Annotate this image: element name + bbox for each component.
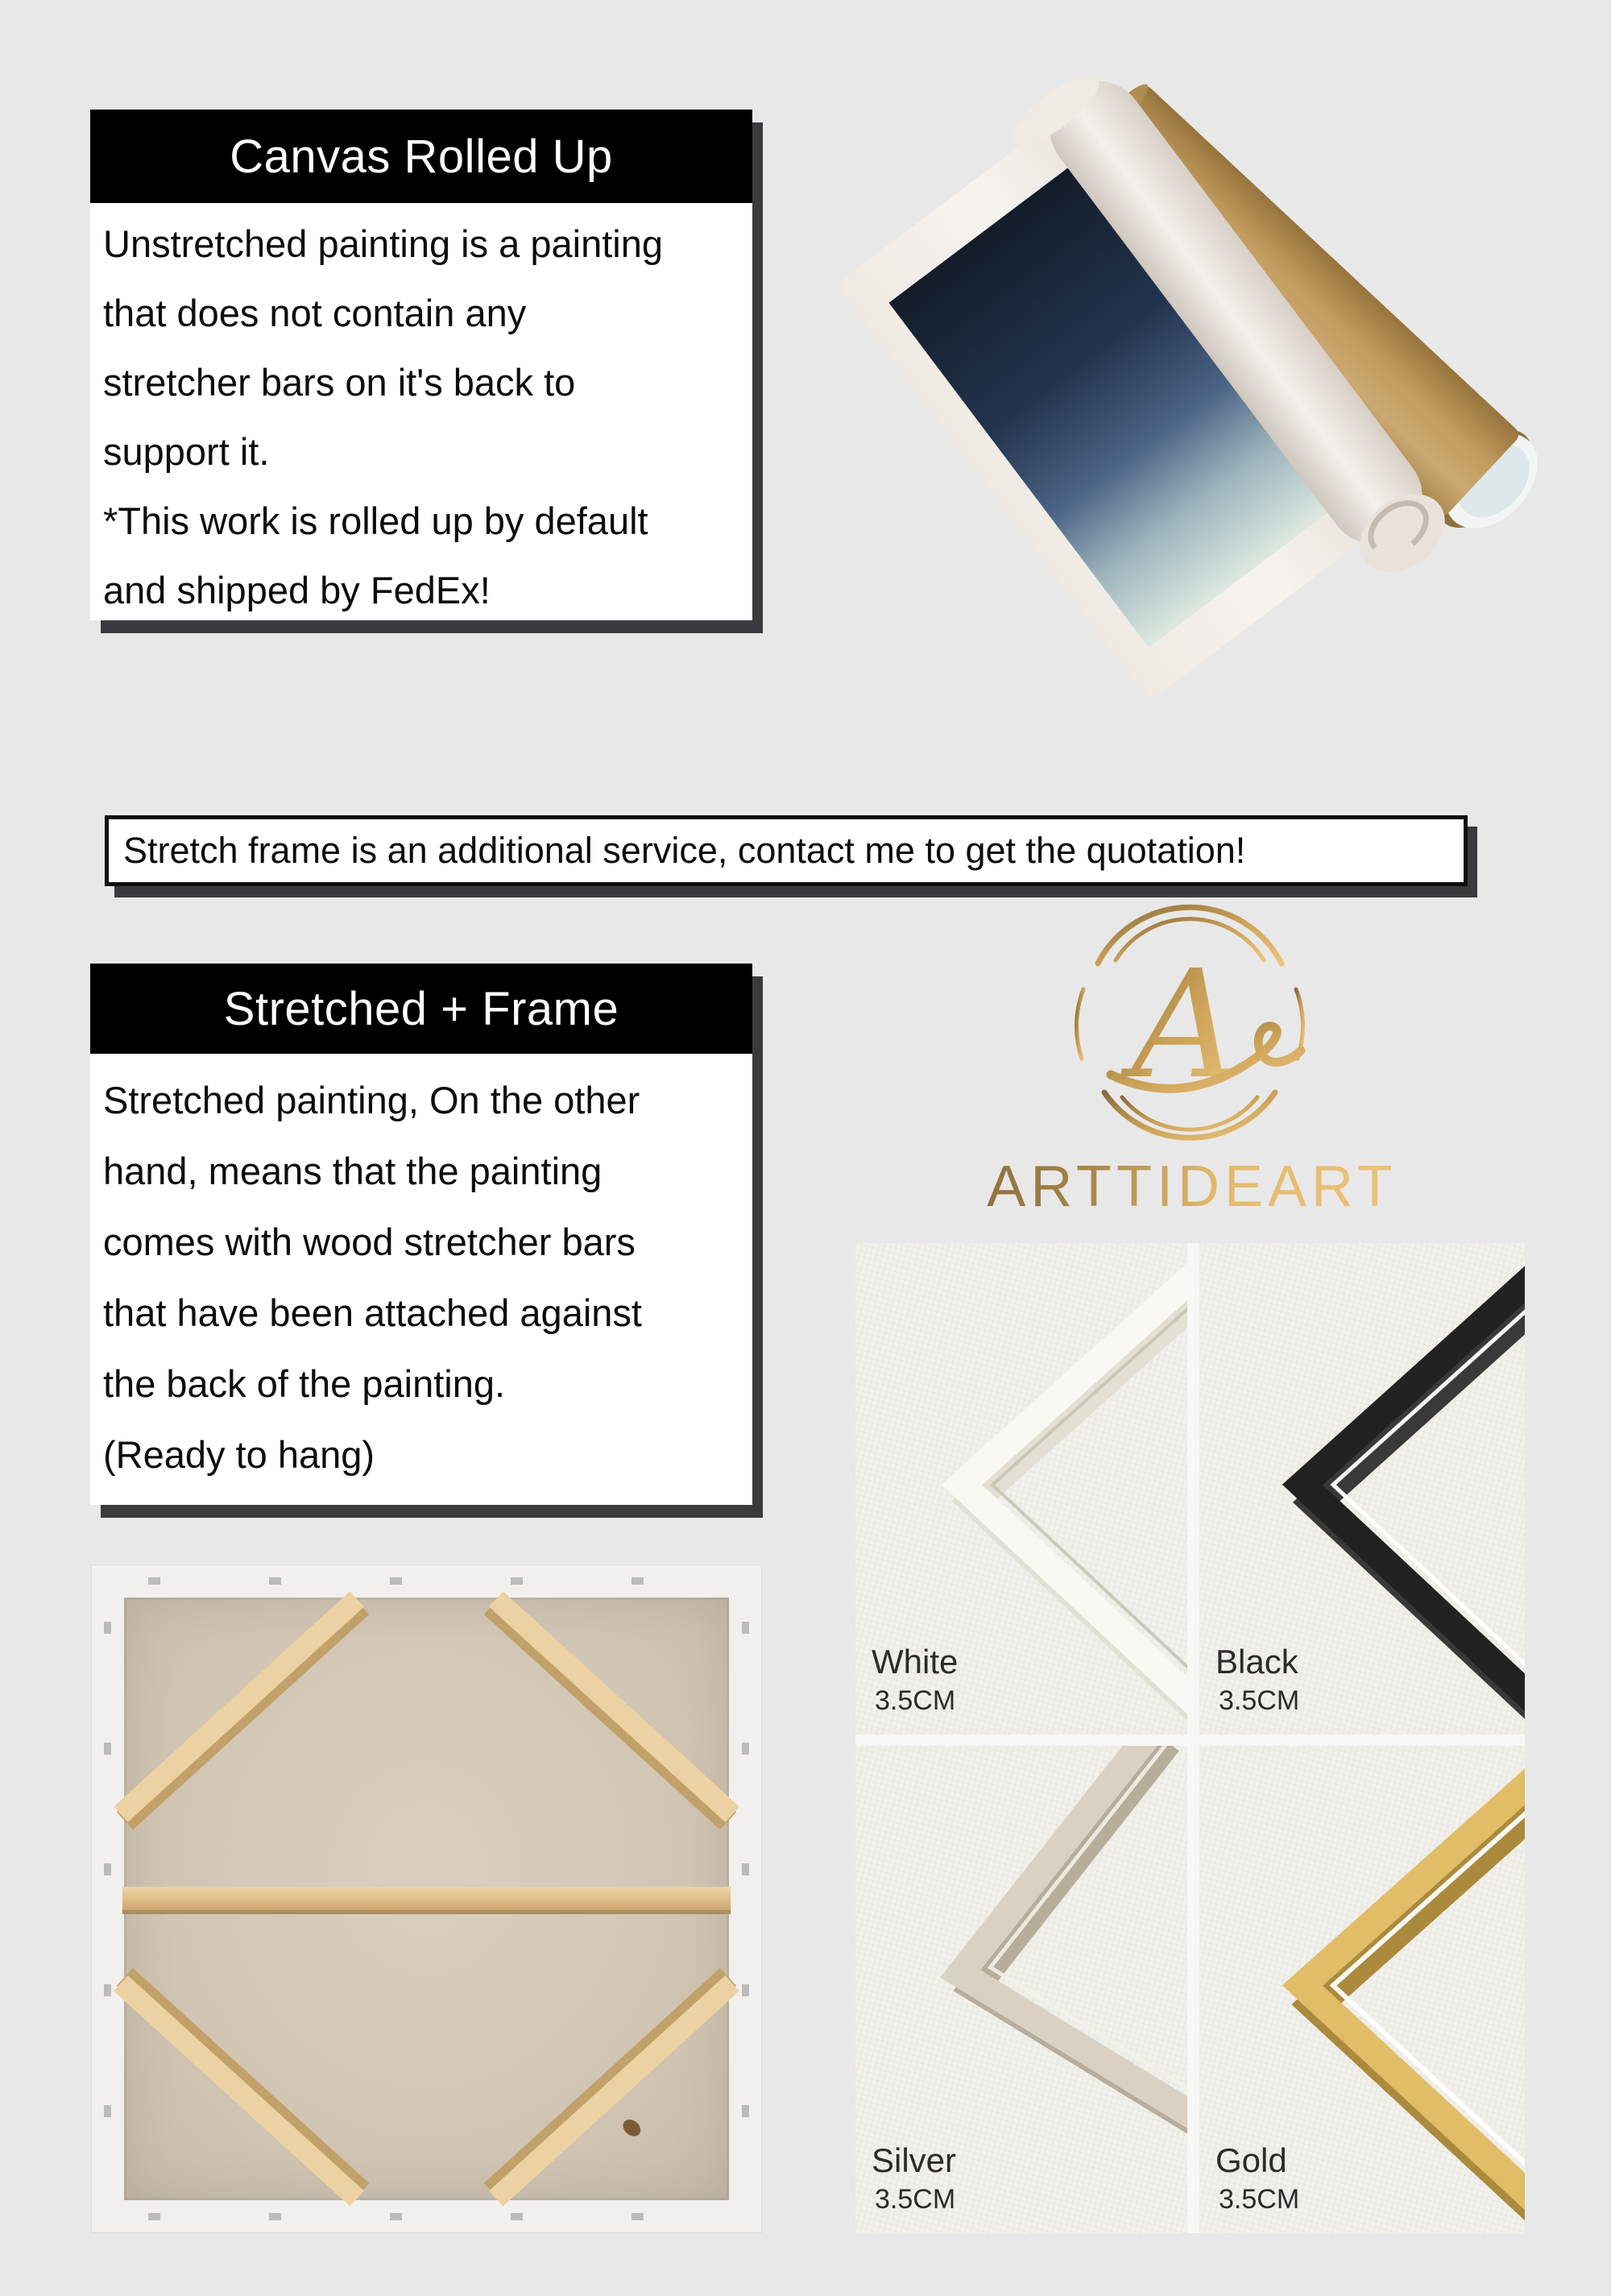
logo-circle-icon <box>1037 901 1343 1146</box>
body-line: Unstretched painting is a painting <box>103 222 663 265</box>
frame-color-label: White <box>872 1643 959 1681</box>
frame-size-label: 3.5CM <box>875 1685 956 1716</box>
svg-text:A: A <box>1132 938 1240 1112</box>
stretcher-bars-graphic <box>92 1565 761 2232</box>
rolled-up-body <box>90 203 752 620</box>
frame-size-label: 3.5CM <box>875 2184 956 2215</box>
frame-color-label: Black <box>1215 1643 1298 1681</box>
stretched-frame-header: Stretched + Frame <box>90 964 752 1054</box>
body-line: and shipped by FedEx! <box>103 569 491 611</box>
stretched-frame-section <box>90 964 752 1505</box>
monogram-icon <box>1111 938 1301 1112</box>
body-line: stretcher bars on it's back to <box>103 361 576 404</box>
body-line: (Ready to hang) <box>103 1433 375 1476</box>
brand-logo-icon <box>1037 901 1343 1146</box>
stretch-service-banner: Stretch frame is an additional service, contact me to get the quotation! <box>105 815 1468 886</box>
rolled-up-section <box>90 110 752 620</box>
frame-size-label: 3.5CM <box>1219 2184 1300 2215</box>
frame-option-silver <box>855 1746 1187 2233</box>
brand-wordmark: ARTTIDEART <box>950 1154 1434 1220</box>
rolled-canvas-photo <box>765 56 1579 701</box>
frame-option-black <box>1199 1243 1525 1734</box>
rolled-canvas-graphic <box>765 56 1579 701</box>
canvas-back-photo <box>91 1565 762 2233</box>
frame-options-grid <box>855 1243 1525 2233</box>
rolled-up-header: Canvas Rolled Up <box>90 110 752 203</box>
frame-option-gold <box>1199 1746 1525 2233</box>
body-line: that does not contain any <box>103 292 527 334</box>
body-line: *This work is rolled up by default <box>103 499 648 542</box>
frame-option-white <box>855 1243 1187 1734</box>
body-line: Stretched painting, On the other <box>103 1079 640 1121</box>
body-line: that have been attached against <box>103 1291 642 1334</box>
frame-size-label: 3.5CM <box>1219 1685 1300 1716</box>
frame-color-label: Gold <box>1215 2141 1287 2179</box>
body-line: the back of the painting. <box>103 1362 506 1405</box>
stretched-frame-body <box>90 1054 752 1505</box>
body-line: support it. <box>103 430 270 473</box>
body-line: comes with wood stretcher bars <box>103 1221 636 1263</box>
body-line: hand, means that the painting <box>103 1150 603 1192</box>
frame-color-label: Silver <box>872 2141 957 2179</box>
stretcher-bar <box>122 1887 731 1914</box>
wood-knot <box>619 2116 644 2140</box>
